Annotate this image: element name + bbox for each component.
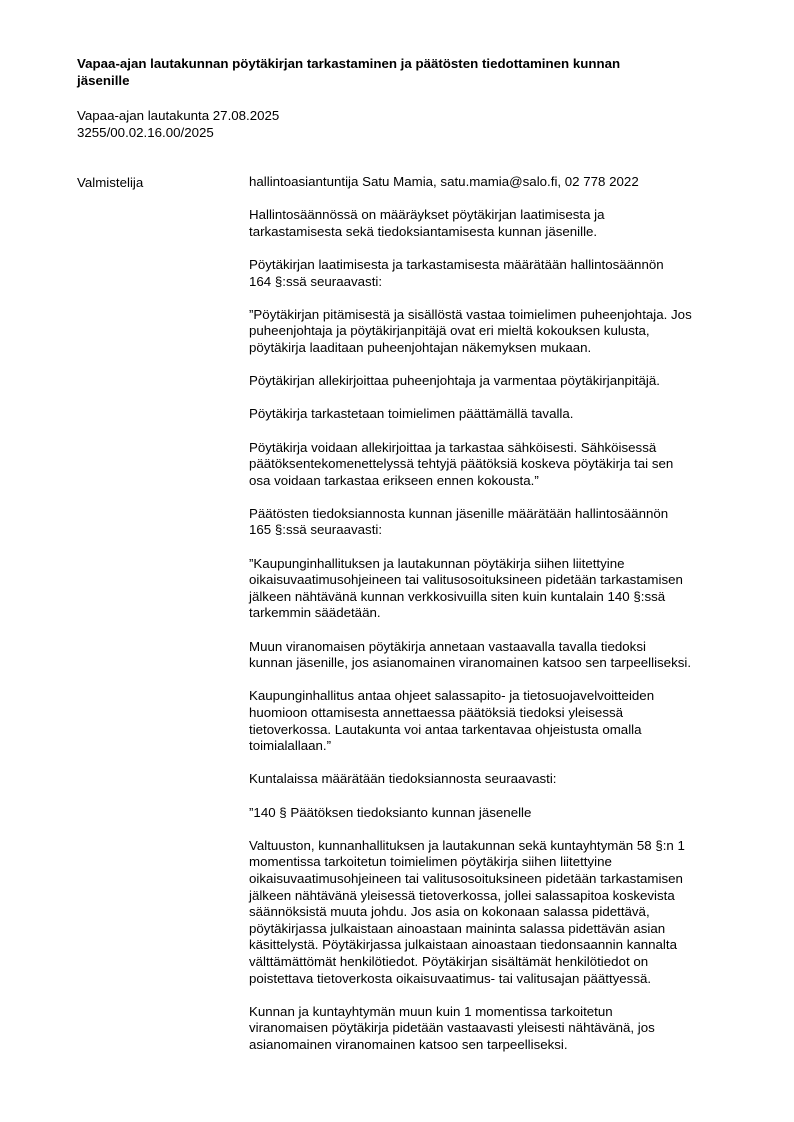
record-id: 3255/00.02.16.00/2025: [77, 125, 214, 140]
paragraph: Päätösten tiedoksiannosta kunnan jäsenille määrätään hallintosäännön 165 §:ssä seuraavasti:: [249, 505, 669, 538]
paragraph: Kunnan ja kuntayhtymän muun kuin 1 momentissa tarkoitetun viranomaisen pöytäkirja pidetään vastaavasti yleisesti nähtävänä, jos asianomainen viranomainen katsoo sen tarpeelliseksi.: [249, 1003, 655, 1052]
paragraph: Pöytäkirja tarkastetaan toimielimen päättämällä tavalla.: [249, 406, 574, 422]
preparer-label: Valmistelija: [77, 175, 144, 190]
preparer-info: hallintoasiantuntija Satu Mamia, satu.mamia@salo.fi, 02 778 2022: [249, 174, 639, 189]
paragraph: Pöytäkirja voidaan allekirjoittaa ja tarkastaa sähköisesti. Sähköisessä päätöksentekomenettelyssä tehtyjä päätöksiä koskeva pöytäkirja tai sen osa voidaan tarkastaa erikseen ennen kokousta.”: [249, 439, 674, 488]
paragraph: ”Kaupunginhallituksen ja lautakunnan pöytäkirja siihen liitettyine oikaisuvaatimusohjeineen tai valitusosoituksineen pidetään tarkastamisen jälkeen nähtävänä kunnan verkkosivuilla siten kuin kuntalain 140 §:ssä tarkemmin säädetään.: [249, 555, 683, 621]
paragraph: Muun viranomaisen pöytäkirja annetaan vastaavalla tavalla tiedoksi kunnan jäsenille, jos asianomainen viranomainen katsoo sen tarpeelliseksi.: [249, 638, 692, 671]
paragraph: Hallintosäännössä on määräykset pöytäkirjan laatimisesta ja tarkastamisesta sekä tiedoksiantamisesta kunnan jäsenille.: [249, 207, 605, 239]
paragraph: Valtuuston, kunnanhallituksen ja lautakunnan sekä kuntayhtymän 58 §:n 1 momentissa tarkoitetun toimielimen pöytäkirja siihen liitettyine oikaisuvaatimusohjeineen tai valitusosoituksineen pidetään tarkastamisen jälkeen nähtävänä yleisessä tietoverkossa, jollei salassapitoa koskevista säännöksistä muuta johdu. Jos asia on kokonaan salassa pidettävä, pöytäkirjassa julkaistaan ainoastaan maininta salassa pidettävän asian käsittelystä. Pöytäkirjassa julkaistaan ainoastaan tiedonsaannin kannalta välttämättömät henkilötiedot. Pöytäkirjan sisältämät henkilötiedot on poistettava tietoverkosta oikaisuvaatimus- tai valitusajan päättyessä.: [249, 837, 685, 986]
document-body: [249, 174, 749, 1070]
paragraph: Pöytäkirjan allekirjoittaa puheenjohtaja ja varmentaa pöytäkirjanpitäjä.: [249, 373, 660, 389]
document-meta: [77, 107, 279, 141]
meeting-info: Vapaa-ajan lautakunta 27.08.2025: [77, 108, 280, 123]
paragraph: ”140 § Päätöksen tiedoksianto kunnan jäsenelle: [249, 804, 532, 820]
paragraph: Kuntalaissa määrätään tiedoksiannosta seuraavasti:: [249, 771, 557, 787]
paragraph: ”Pöytäkirjan pitämisestä ja sisällöstä vastaa toimielimen puheenjohtaja. Jos puheenjohtaja ja pöytäkirjanpitäjä ovat eri mieltä kokouksen kulusta, pöytäkirja laaditaan puheenjohtajan näkemyksen mukaan.: [249, 306, 692, 355]
paragraph: Pöytäkirjan laatimisesta ja tarkastamisesta määrätään hallintosäännön 164 §:ssä seuraavasti:: [249, 256, 664, 289]
document-title: Vapaa-ajan lautakunnan pöytäkirjan tarkastaminen ja päätösten tiedottaminen kunnan jäsenille: [77, 56, 621, 88]
paragraph: Kaupunginhallitus antaa ohjeet salassapito- ja tietosuojavelvoitteiden huomioon ottamisesta annettaessa päätöksiä tiedoksi yleisessä tietoverkossa. Lautakunta voi antaa tarkentavaa ohjeistusta omalla toimialallaan.”: [249, 688, 655, 754]
